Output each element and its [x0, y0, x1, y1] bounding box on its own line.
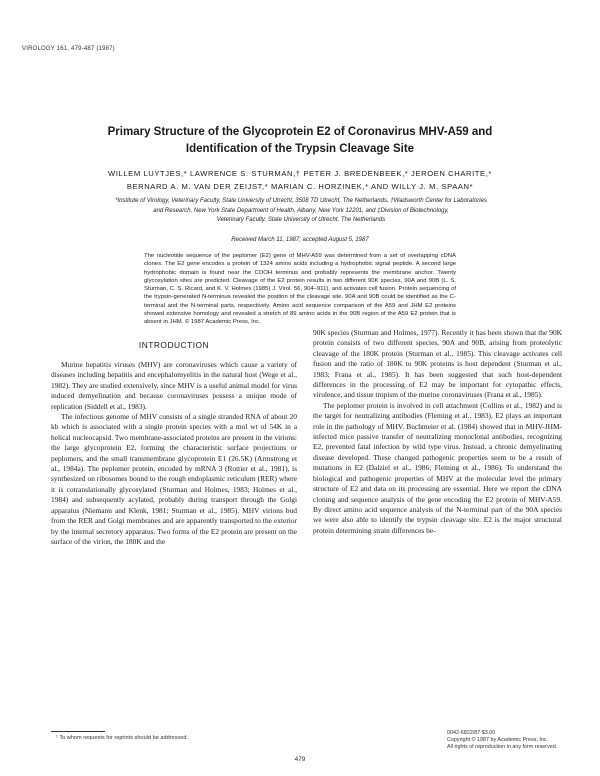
footnote: ¹ To whom requests for reprints should be addressed.	[56, 735, 189, 741]
authors-line-1: WILLEM LUYTJES,* LAWRENCE S. STURMAN,† PETER J. BREDENBEEK,* JEROEN CHARITE,*	[108, 169, 492, 178]
copyright-line-2: Copyright © 1987 by Academic Press, Inc.	[447, 737, 549, 743]
affiliation-line-1: *Institute of Virology, Veterinary Faculty, State University of Utrecht, 3508 TD Utrecht, The Netherlands, †Wadsworth Center for Laboratories	[115, 198, 487, 204]
received-dates: Received March 11, 1987; accepted August 5, 1987	[231, 237, 369, 243]
copyright-line-3: All rights of reproduction in any form reserved.	[447, 744, 558, 750]
title-line-2: Identification of the Trypsin Cleavage Site	[185, 143, 415, 155]
paragraph: 90K species (Sturman and Holmes, 1977). Recently it has been shown that the 90K protein consists of two different species, 90A and 90B, arising from proteolytic cleavage of the 180K protein (Sturman et al., 1985). This cleavage activates cell fusion and the ratio of 180K to 90K proteins is host dependent (Sturman et al., 1983; Frana et al., 1985). It has been suggested that such host-dependent differences in the processing of E2 may be important for cytopathic effects, virulence, and tissue tropism of the murine coronaviruses (Frana et al., 1985).	[313, 328, 562, 400]
paragraph: The peplomer protein is involved in cell attachment (Collins et al., 1982) and is the target for neutralizing antibodies (Fleming et al., 1983). E2 plays an important role in the pathology of MHV. Buchmeier et al. (1984) showed that in MHV-JHM-infected mice passive transfer of neutralizing monoclonal antibodies, recognizing E2, prevented fatal infection by wild type virus. Instead, a chronic demyelinating disease developed. These changed pathogenic properties seem to be a result of mutations in E2 (Dalziel et al., 1986; Fleming et al., 1986). To understand the biological and pathogenic properties of MHV at the molecular level the primary structure of E2 and data on its processing are essential. Here we report the cDNA cloning and sequence analysis of the gene encoding the E2 protein of MHV-A59. By direct amino acid sequence analysis of the N-terminal part of the 90A species we were also able to identify the trypsin cleavage site. E2 is the major structural protein determining strain differences be-	[313, 400, 562, 535]
title-line-1: Primary Structure of the Glycoprotein E2 of Coronavirus MHV-A59 and	[107, 126, 493, 138]
paper-title	[60, 124, 540, 158]
paragraph: Murine hepatitis viruses (MHV) are coronaviruses which cause a variety of diseases including hepatitis and encephalomyelitis in the natural host (Wege et al., 1982). They are studied extensively, since MHV is a useful animal model for virus induced demyelination and because coronaviruses possess a unique mode of replication (Siddell et al., 1983).	[51, 360, 297, 411]
authors-line-2: BERNARD A. M. VAN DER ZEIJST,* MARIAN C. HORZINEK,* AND WILLY J. M. SPAAN*	[126, 182, 474, 191]
footnote-divider	[51, 731, 105, 732]
copyright-notice	[447, 730, 557, 751]
copyright-line-1: 0042-6822/87 $3.00	[447, 730, 496, 736]
affiliation-line-2: and Research, New York State Department of Health, Albany, New York 12201, and ‡Division of Biotechnology,	[153, 207, 449, 214]
journal-citation: VIROLOGY 161, 479-487 (1987)	[22, 46, 115, 52]
affiliations	[66, 197, 536, 226]
right-column	[313, 328, 562, 536]
page-number: 479	[294, 756, 306, 763]
introduction-heading: INTRODUCTION	[138, 340, 210, 350]
paragraph: The infectious genome of MHV consists of a single stranded RNA of about 20 kb which is associated with a single protein species with a mol wt of 54K in a helical nucleocapsid. Two membrane-associated proteins are present in the virions: the large glycoprotein E2, forming the characteristic surface projections or peplomers, and the small transmembrane glycoprotein E1 (26.5K) (Armstrong et al., 1984a). The peplomer protein, encoded by mRNA 3 (Rottier et al., 1981), is synthesized on ribosomes bound to the rough endoplasmic reticulum (RER) where it is cotranslationally glycosylated (Sturman and Holmes, 1983; Holmes et al., 1984) and subsequently acylated, probably during transport through the Golgi apparatus (Niemann and Klenk, 1981; Sturman et al., 1985). MHV virions bud from the RER and Golgi membranes and are apparently transported to the exterior by the internal secretory apparatus. Two forms of the E2 protein are present on the surface of the virion, the 180K and the	[51, 412, 297, 546]
author-list	[60, 167, 540, 193]
affiliation-line-3: Veterinary Faculty, State University of Utrecht, The Netherlands	[216, 217, 386, 223]
left-column	[51, 360, 297, 547]
abstract: The nucleotide sequence of the peplomer (E2) gene of MHV-A59 was determined from a set of overlapping cDNA clones. The E2 gene encodes a protein of 1324 amino acids including a hydrophobic signal peptide. A second large hydrophobic domain is found near the COOH terminus and probably represents the membrane anchor. Twenty glycosylation sites are predicted. Cleavage of the E2 protein results in two different 90K species, 90A and 90B (L. S. Sturman, C. S. Ricard, and K. V. Holmes (1985) J. Virol. 56, 904–911), and activates cell fusion. Protein sequencing of the trypsin-generated N-terminus revealed the position of the cleavage site. 90A and 90B could be identified as the C-terminal and the N-terminal parts, respectively. Amino acid sequence comparison of the A59 and JHM E2 proteins showed extensive homology and revealed a stretch of 89 amino acids in the 90B region of the A59 E2 protein that is absent in JHM. © 1987 Academic Press, Inc.	[144, 253, 456, 326]
